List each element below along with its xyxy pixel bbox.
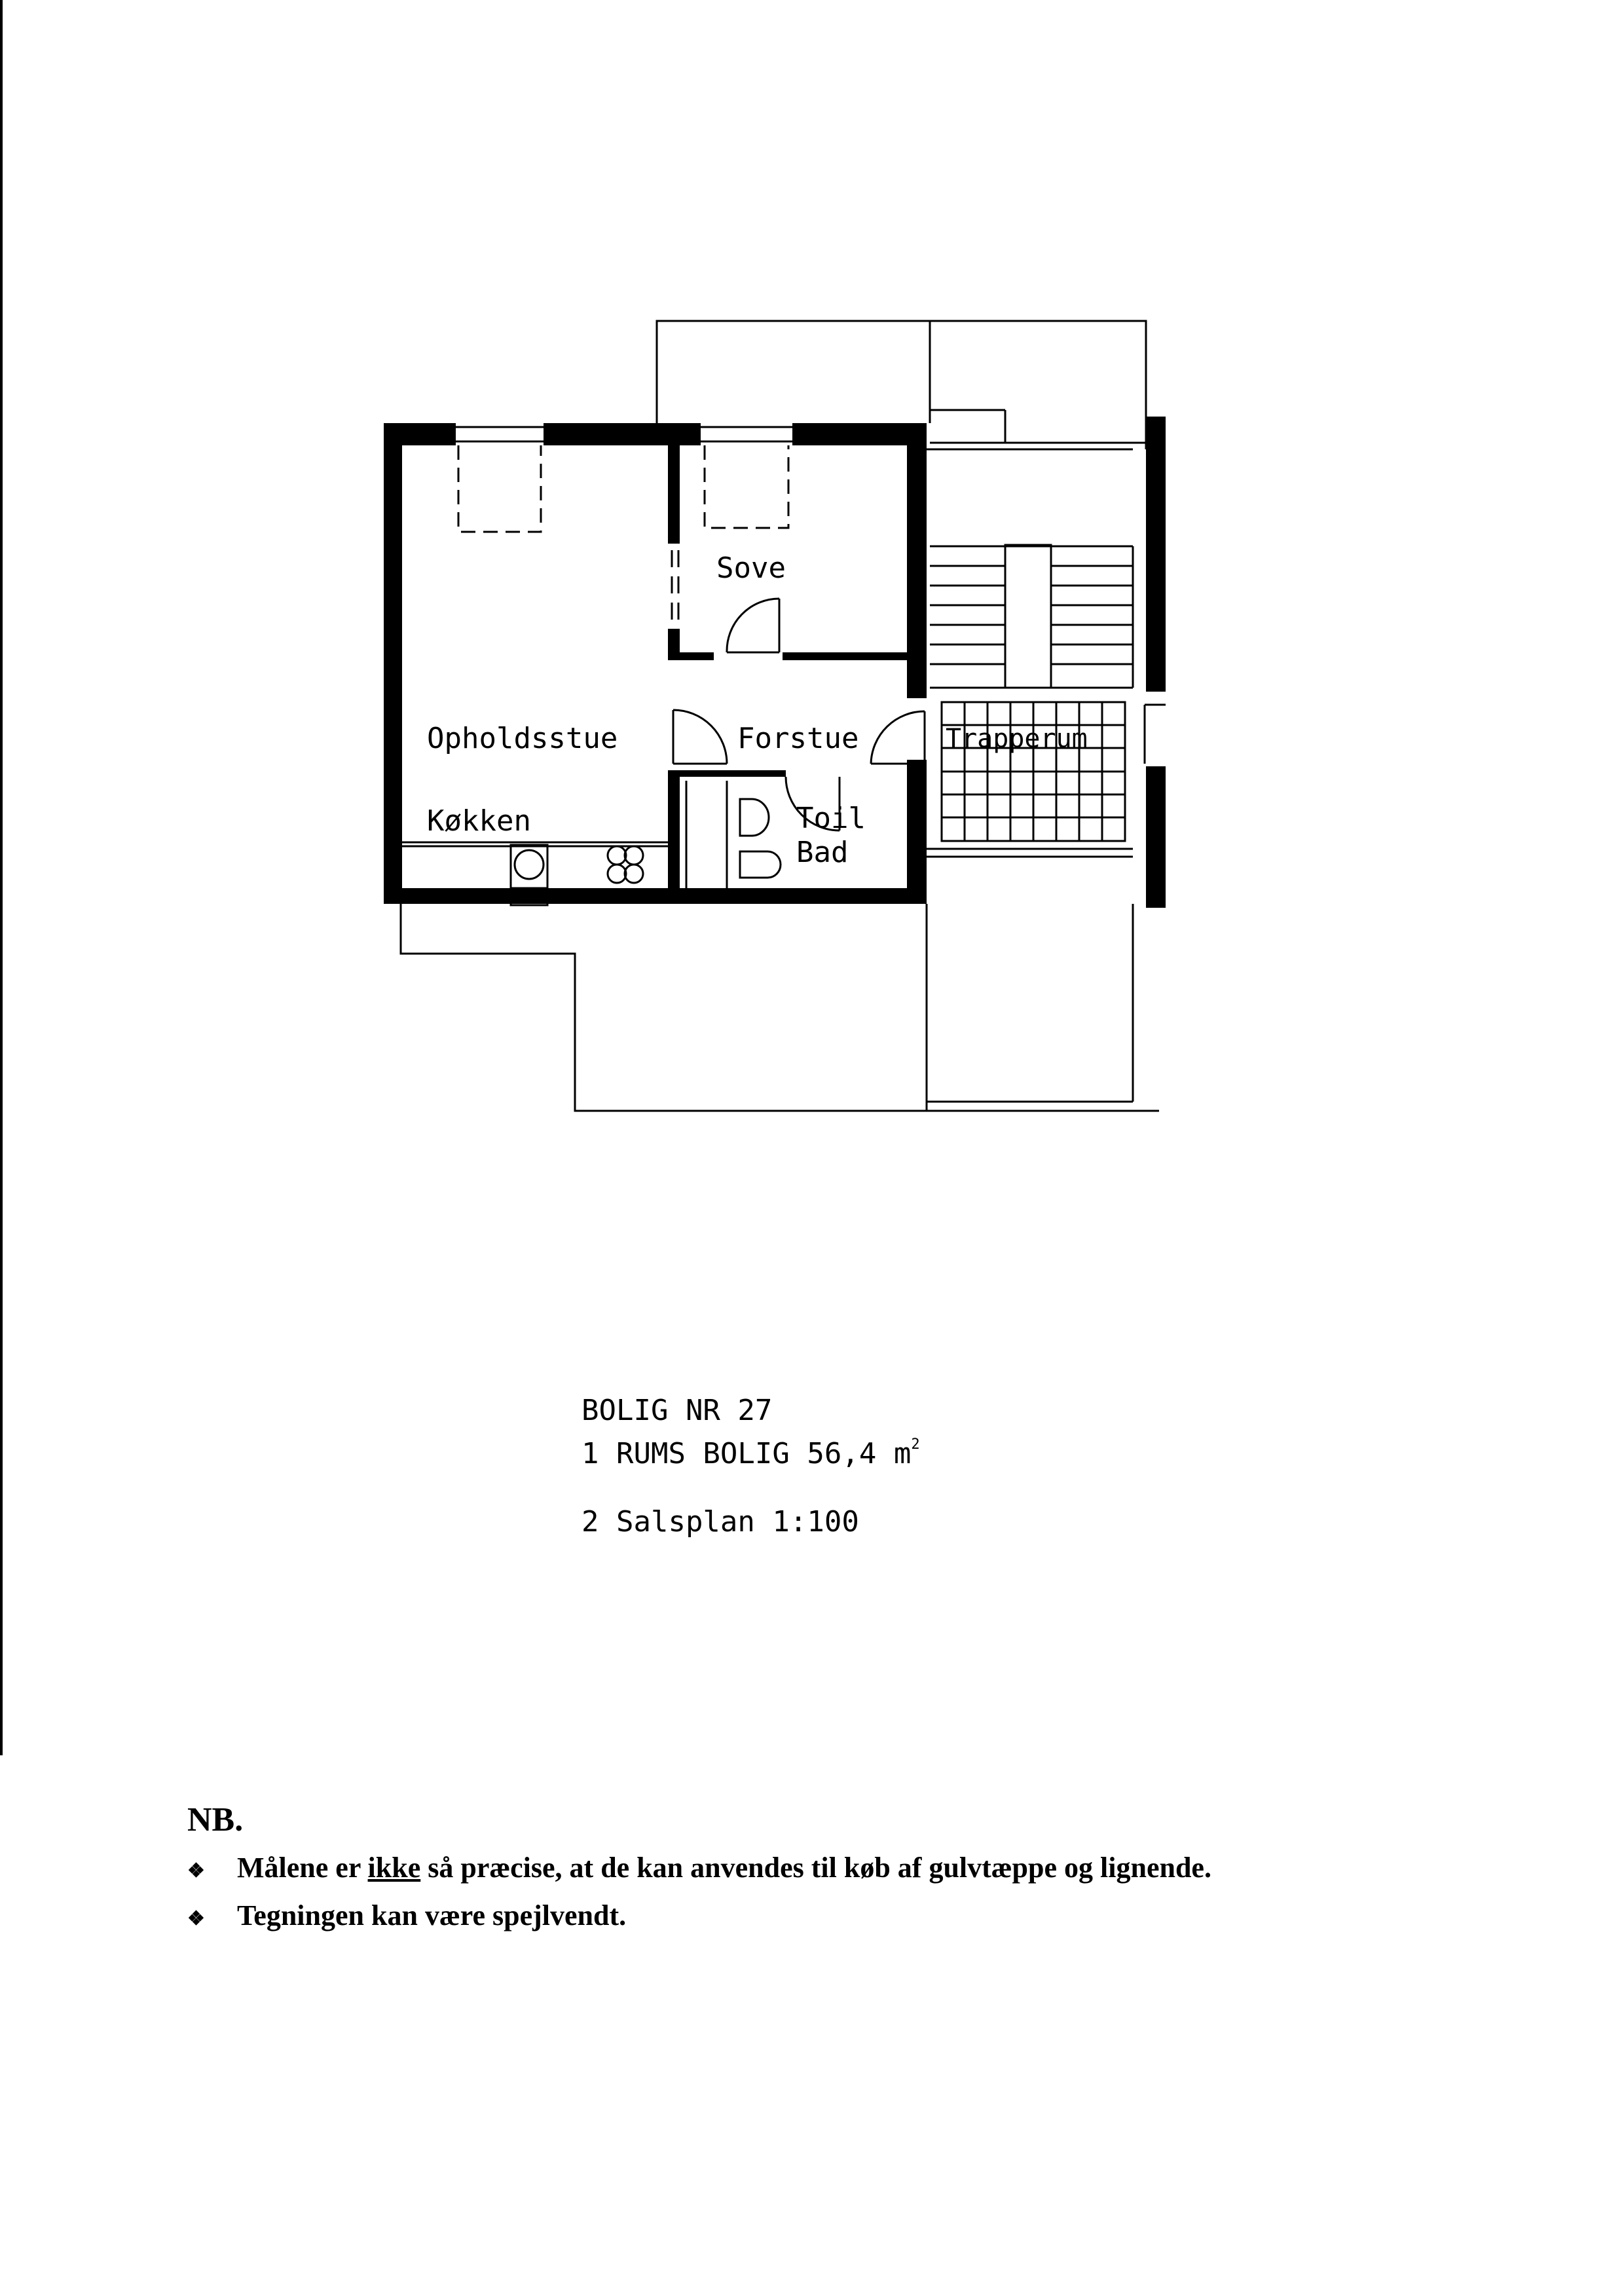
partition-living-bedroom-low xyxy=(668,629,680,655)
windows xyxy=(456,427,792,629)
notes-heading: NB. xyxy=(187,1801,244,1838)
wall-stair-right-upper xyxy=(1146,417,1166,692)
staircase xyxy=(930,545,1133,688)
toilet-icon xyxy=(740,851,781,878)
bathroom-fixtures xyxy=(686,781,781,888)
room-label-toil: Toil xyxy=(796,802,866,835)
washbasin-icon xyxy=(740,799,769,836)
room-label-kokken: Køkken xyxy=(427,804,531,838)
wall-top-right xyxy=(792,423,927,445)
room-label-forstue: Forstue xyxy=(737,722,859,755)
note-item xyxy=(187,1846,1211,1894)
partition-living-bedroom xyxy=(668,445,680,544)
room-label-opholdsstue: Opholdsstue xyxy=(427,722,618,755)
note-text-measurements: Målene er ikke så præcise, at de kan anvendes til køb af gulvtæppe og lignende. xyxy=(237,1852,1211,1884)
wall-stair-right-lower xyxy=(1146,766,1166,908)
wall-left xyxy=(384,423,402,904)
diamond-bullet-icon: ❖ xyxy=(187,1908,205,1930)
wall-bottom xyxy=(384,888,927,904)
room-label-trapperum: Trapperum xyxy=(946,724,1088,754)
caption-floor-scale: 2 Salsplan 1:100 xyxy=(581,1505,859,1539)
wall-right-upper xyxy=(907,423,927,698)
notes-section xyxy=(187,1800,1211,1941)
caption-dwelling-size: 1 RUMS BOLIG 56,4 $m^2$ xyxy=(581,1436,920,1470)
lower-outline xyxy=(401,449,1159,1111)
note-text-mirrored: Tegningen kan være spejlvendt. xyxy=(237,1899,627,1932)
caption-dwelling-number: BOLIG NR 27 xyxy=(581,1394,773,1427)
diamond-bullet-icon: ❖ xyxy=(187,1860,205,1882)
wall-bath-left xyxy=(668,770,680,888)
landing-tiles xyxy=(942,702,1125,841)
wall-bedroom-bottom-right xyxy=(783,652,907,660)
room-label-bad: Bad xyxy=(796,836,849,869)
plan-caption xyxy=(581,1394,920,1539)
stove-burner-icon xyxy=(625,865,643,883)
wall-top-mid xyxy=(544,423,701,445)
stove-burner-icon xyxy=(608,865,626,883)
room-label-sove: Sove xyxy=(716,551,786,585)
wall-bedroom-bottom-left xyxy=(668,652,714,660)
wall-right-lower xyxy=(907,760,927,904)
stove-burner-icon xyxy=(625,846,643,865)
stove-burner-icon xyxy=(608,846,626,865)
note-item xyxy=(187,1894,1211,1941)
wall-bath-top xyxy=(668,770,786,777)
sink-icon xyxy=(515,850,544,879)
